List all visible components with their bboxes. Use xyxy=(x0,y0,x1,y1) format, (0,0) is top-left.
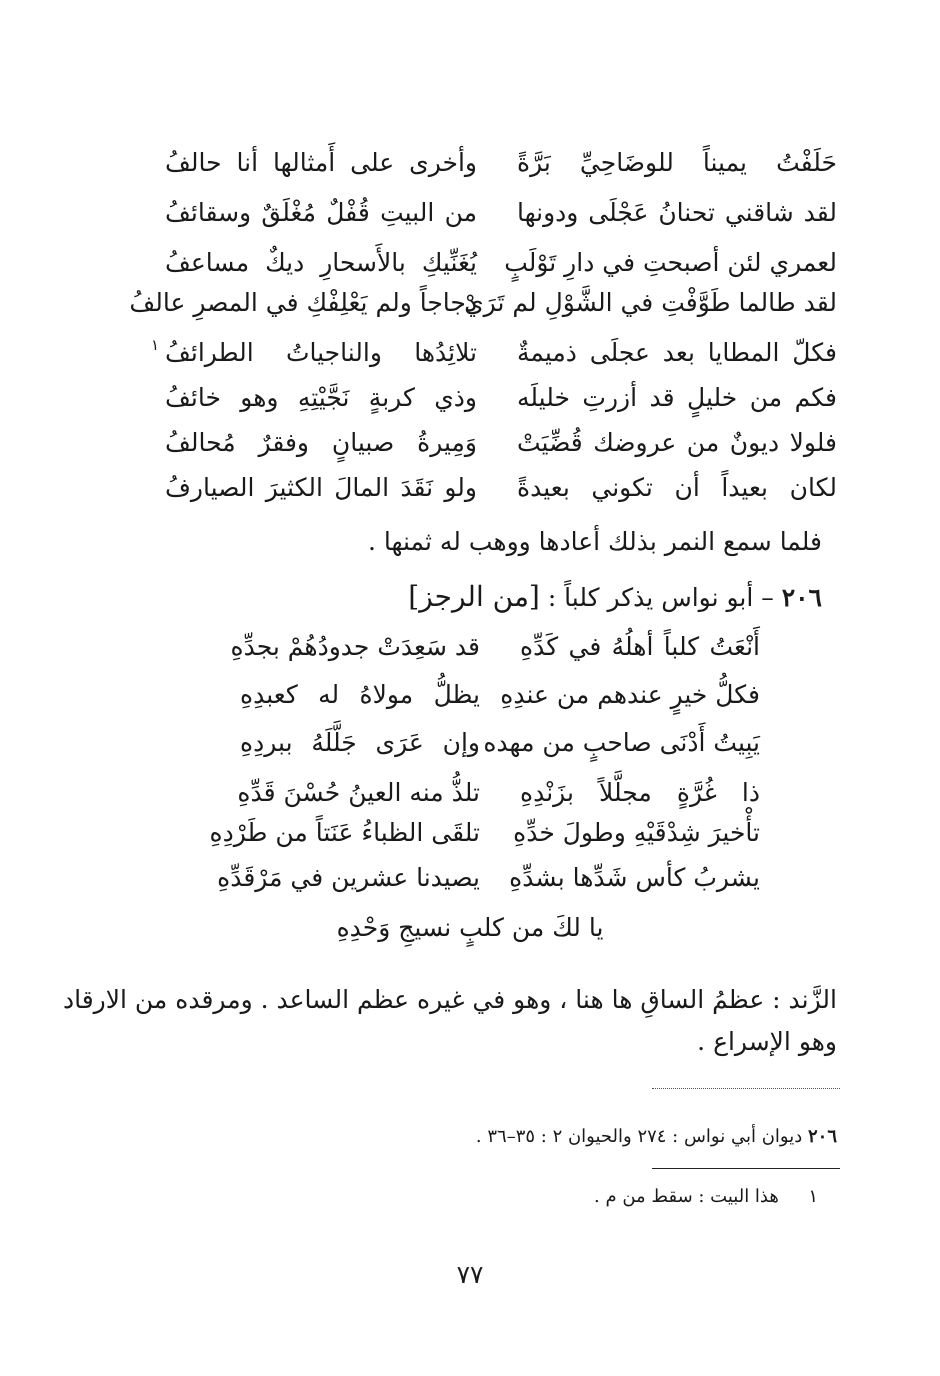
meter-label: [من الرجز] xyxy=(408,580,540,613)
source-note-number: ٢٠٦ xyxy=(807,1126,837,1147)
footnote-marker: ١ xyxy=(151,336,160,354)
verse-sadr: يشربُ كأس شَدِّها بشدِّهِ xyxy=(509,863,760,892)
verse-ajuz: تلائِدُها والناجياتُ الطرائفُ xyxy=(165,338,477,367)
verse xyxy=(240,675,760,715)
verse-ajuz: يصيدنا عشرين في مَرْقَدِّهِ xyxy=(217,863,480,892)
verse-ajuz: قد سَعِدَتْ جدودُهُمْ بجدِّهِ xyxy=(230,632,480,661)
verse-sadr: أَنْعَتُ كلباً أهلُهُ في كَدِّهِ xyxy=(520,632,760,661)
page-number: ٧٧ xyxy=(456,1260,484,1289)
gloss-line: الزَّند : عظمُ الساقِ ها هنا ، وهو في غيره عظم الساعد . ومرقده من الارقاد xyxy=(62,985,837,1014)
footnote-text: هذا البيت : سقط من م . xyxy=(594,1186,779,1207)
verse-sadr: فكم من خليلٍ قد أزرتِ خليلَه xyxy=(517,383,837,412)
verse-sadr: لعمري لئن أصبحتِ في دارِ تَوْلَبٍ xyxy=(504,248,837,277)
source-note xyxy=(476,1122,837,1152)
verse-ajuz: وإن عَرَى جَلَّلَهُ ببردِهِ xyxy=(240,728,480,757)
verse-sadr: يَبِيتُ أَدْنَى صاحبٍ من مهده xyxy=(483,728,760,757)
source-note-text: ديوان أبي نواس : ٢٧٤ والحيوان ٢ : ٣٥–٣٦ . xyxy=(475,1126,803,1147)
verse-sadr: تأْخيرَ شِدْقَيْهِ وطولَ خدِّهِ xyxy=(513,818,760,847)
verse-ajuz: وَمِيرةُ صبيانٍ وفقرٌ مُحالفُ xyxy=(165,428,477,457)
verse xyxy=(209,813,760,853)
verse xyxy=(165,243,837,283)
verse-sadr: لقد طالما طَوَّفْتِ في الشَّوْلِ لم تَرَيْ xyxy=(464,288,837,317)
verse-ajuz: يُغَنِّيكِ بالأَسحارِ ديكٌ مساعفُ xyxy=(165,248,477,277)
footnote-separator xyxy=(652,1168,840,1169)
footnote-number: ١ xyxy=(808,1186,818,1207)
verse-sadr: حَلَفْتُ يميناً للوضَاحِيِّ بَرَّةً xyxy=(517,148,837,177)
verse xyxy=(165,468,837,508)
verse xyxy=(240,723,760,763)
verse-ajuz: من البيتِ قُفْلٌ مُغْلَقٌ وسقائفُ xyxy=(165,198,477,227)
verse xyxy=(165,378,837,418)
verse-ajuz: وذي كربةٍ نَجَّيْتِهِ وهو خائفُ xyxy=(165,383,477,412)
gloss-line: وهو الإسراع . xyxy=(697,1027,837,1056)
verse-sadr: فلولا ديونٌ من عروضك قُضِّيَتْ xyxy=(517,428,837,457)
verse xyxy=(129,283,837,323)
section-heading xyxy=(408,577,822,618)
footnote xyxy=(594,1182,818,1212)
verse-ajuz: وأخرى على أَمثالها أنا حالفُ xyxy=(165,148,477,177)
verse xyxy=(237,773,760,813)
dotted-separator xyxy=(652,1088,840,1089)
verse-sadr: لقد شاقني تحنانُ عَجْلَى ودونها xyxy=(517,198,837,227)
verse xyxy=(151,333,837,373)
verse xyxy=(230,627,760,667)
verse-ajuz: تلذُّ منه العينُ حُسْنَ قَدِّهِ xyxy=(237,778,480,807)
verse xyxy=(165,423,837,463)
verse-ajuz: دجاجاً ولم يَعْلِفْكِ في المصرِ عالفُ xyxy=(129,288,477,317)
verse-ajuz: ولو نَقَدَ المالَ الكثيرَ الصيارفُ xyxy=(165,473,477,502)
verse-sadr: فكلُّ خيرٍ عندهم من عندِهِ xyxy=(500,680,760,709)
verse-ajuz: يظلُّ مولاهُ له كعبدِهِ xyxy=(240,680,480,709)
verse xyxy=(165,193,837,233)
verse-ajuz: تلقَى الظباءُ عَنَتاً من طَرْدِهِ xyxy=(209,818,480,847)
prose-paragraph: فلما سمع النمر بذلك أعادها ووهب له ثمنها . xyxy=(367,527,822,556)
verse-sadr: فكلّ المطايا بعد عجلَى ذميمةٌ xyxy=(517,338,837,367)
verse xyxy=(217,858,760,898)
section-title: – أبو نواس يذكر كلباً : xyxy=(547,583,774,612)
verse-sadr: ذا غُرَّةٍ مجلَّلاً بزَنْدِهِ xyxy=(520,778,760,807)
verse-final: يا لكَ من كلبٍ نسيجِ وَحْدِهِ xyxy=(336,913,604,942)
verse xyxy=(165,143,837,183)
verse-sadr: لكان بعيداً أن تكوني بعيدةً xyxy=(517,473,837,502)
section-number: ٢٠٦ xyxy=(781,583,822,612)
